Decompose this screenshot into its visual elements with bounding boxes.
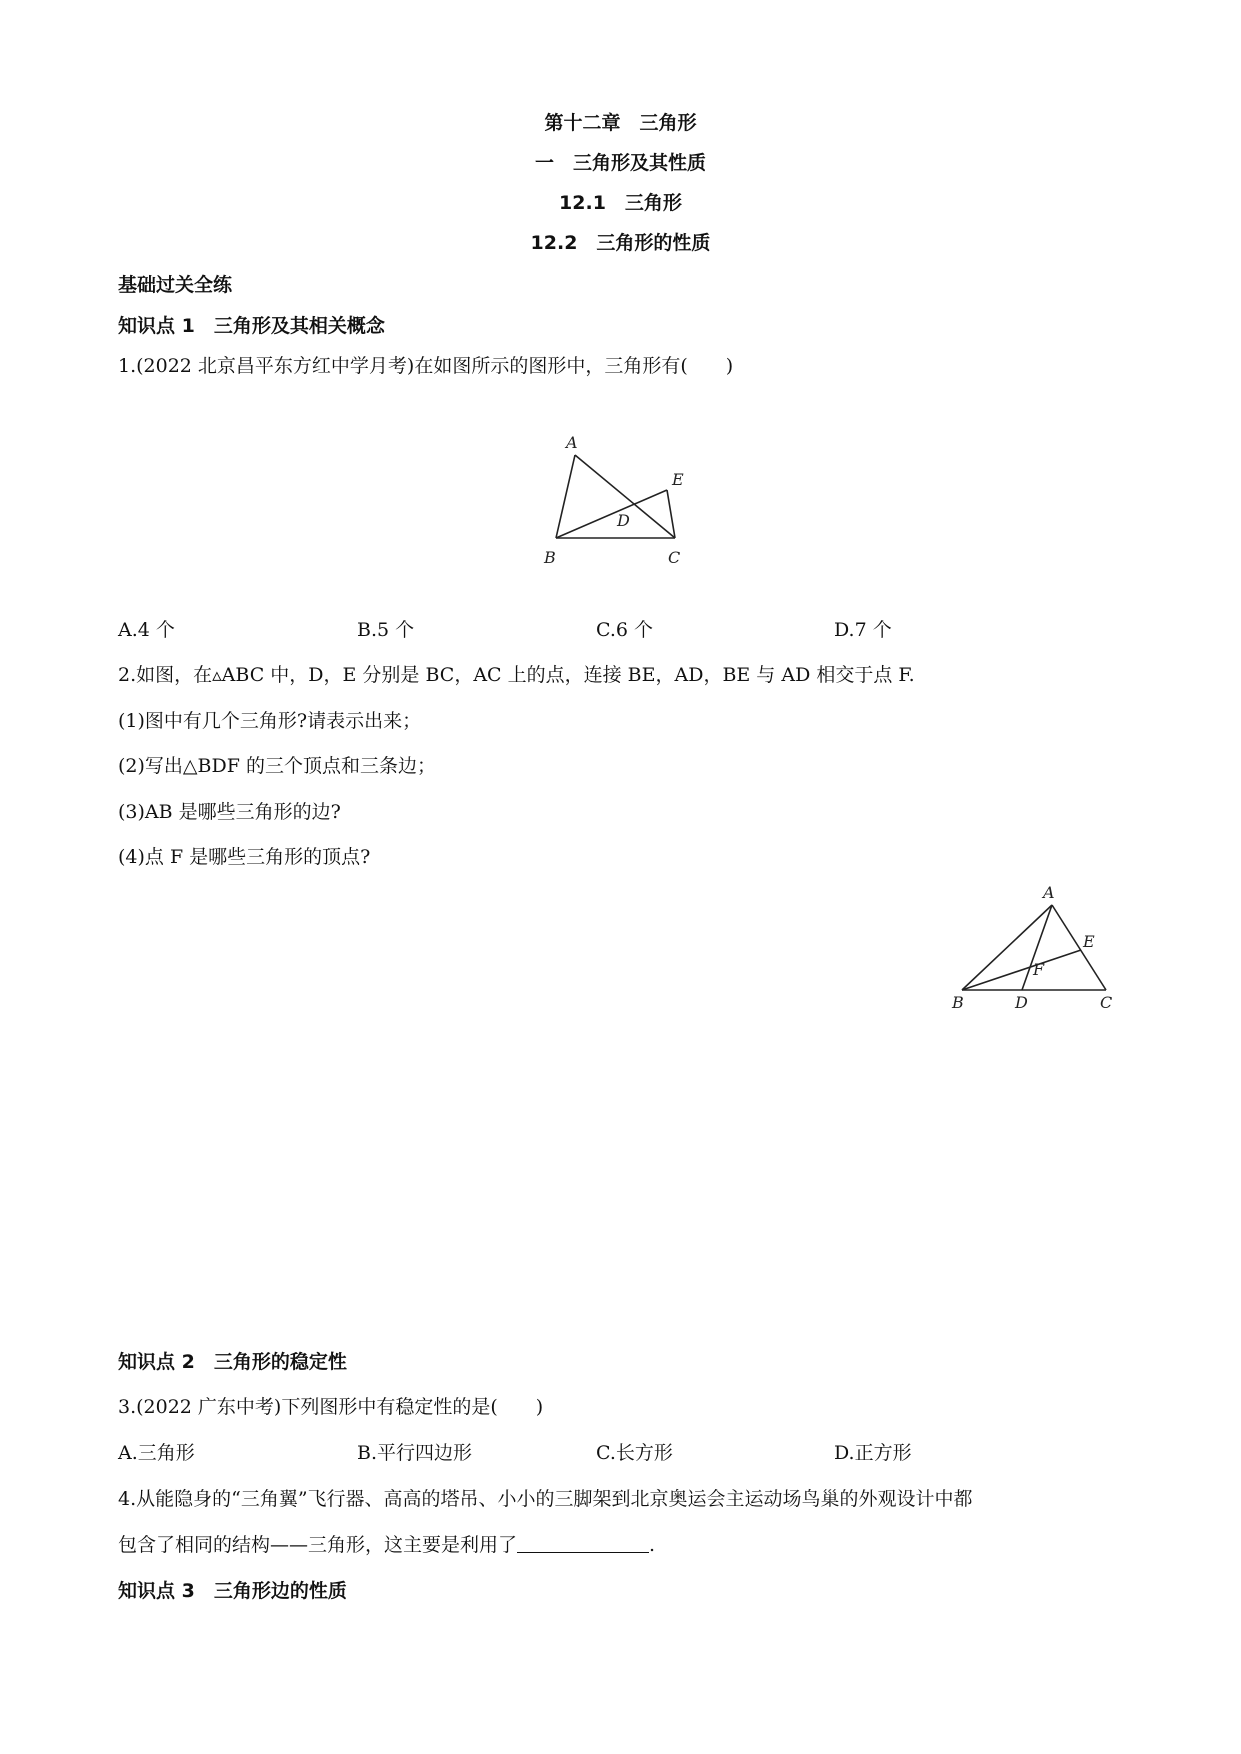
- q1-option-a: A.4 个: [118, 619, 175, 641]
- question-4-line-2-text: 包含了相同的结构——三角形，这主要是利用了: [118, 1534, 518, 1556]
- segment-ac: [1052, 905, 1106, 990]
- label-c: C: [1100, 993, 1113, 1012]
- chapter-title: 第十二章 三角形: [544, 112, 697, 134]
- label-a: A: [566, 433, 578, 452]
- label-d: D: [617, 511, 630, 530]
- q3-option-b: B.平行四边形: [357, 1442, 473, 1464]
- label-f: F: [1033, 960, 1045, 979]
- knowledge-point-3: 知识点 3 三角形边的性质: [118, 1580, 347, 1602]
- label-e: E: [672, 470, 684, 489]
- q3-option-a: A.三角形: [118, 1442, 195, 1464]
- question-4-line-2: [118, 1532, 655, 1558]
- q2-part-4: (4)点 F 是哪些三角形的顶点?: [118, 846, 371, 868]
- question-2-text: 2.如图，在▵ABC 中，D，E 分别是 BC，AC 上的点，连接 BE，AD，BE 与 AD 相交于点 F.: [118, 664, 915, 686]
- unit-title: 一 三角形及其性质: [534, 152, 706, 174]
- label-b: B: [952, 993, 964, 1012]
- q3-option-d: D.正方形: [834, 1442, 912, 1464]
- q3-option-c: C.长方形: [596, 1442, 673, 1464]
- label-d: D: [1015, 993, 1028, 1012]
- section-title-1: 12.1 三角形: [559, 192, 682, 214]
- q2-part-1: (1)图中有几个三角形?请表示出来；: [118, 710, 422, 732]
- question-4-line-1: 4.从能隐身的“三角翼”飞行器、高高的塔吊、小小的三脚架到北京奥运会主运动场鸟巢的外观设计中都: [118, 1488, 973, 1510]
- q2-part-2: (2)写出△BDF 的三个顶点和三条边；: [118, 755, 436, 777]
- label-a: A: [1043, 883, 1055, 902]
- question-4-end: .: [649, 1534, 656, 1556]
- label-b: B: [544, 548, 556, 567]
- q1-option-d: D.7 个: [834, 619, 892, 641]
- section-title-2: 12.2 三角形的性质: [530, 232, 711, 254]
- q2-part-3: (3)AB 是哪些三角形的边?: [118, 801, 341, 823]
- question-3-text: 3.(2022 广东中考)下列图形中有稳定性的是( ): [118, 1396, 544, 1418]
- knowledge-point-2: 知识点 2 三角形的稳定性: [118, 1351, 347, 1373]
- knowledge-point-1: 知识点 1 三角形及其相关概念: [118, 315, 385, 337]
- label-c: C: [668, 548, 681, 567]
- label-e: E: [1083, 932, 1095, 951]
- segment-be: [556, 490, 667, 538]
- practice-title: 基础过关全练: [118, 274, 233, 296]
- segment-ab: [556, 455, 575, 538]
- segment-ce: [667, 490, 675, 538]
- question-2-figure: [950, 880, 1130, 1020]
- segment-be: [962, 950, 1081, 990]
- answer-blank[interactable]: [517, 1534, 649, 1553]
- question-1-text: 1.(2022 北京昌平东方红中学月考)在如图所示的图形中，三角形有( ): [118, 355, 734, 377]
- q1-option-c: C.6 个: [596, 619, 654, 641]
- q1-option-b: B.5 个: [357, 619, 415, 641]
- question-1-figure: [540, 430, 700, 570]
